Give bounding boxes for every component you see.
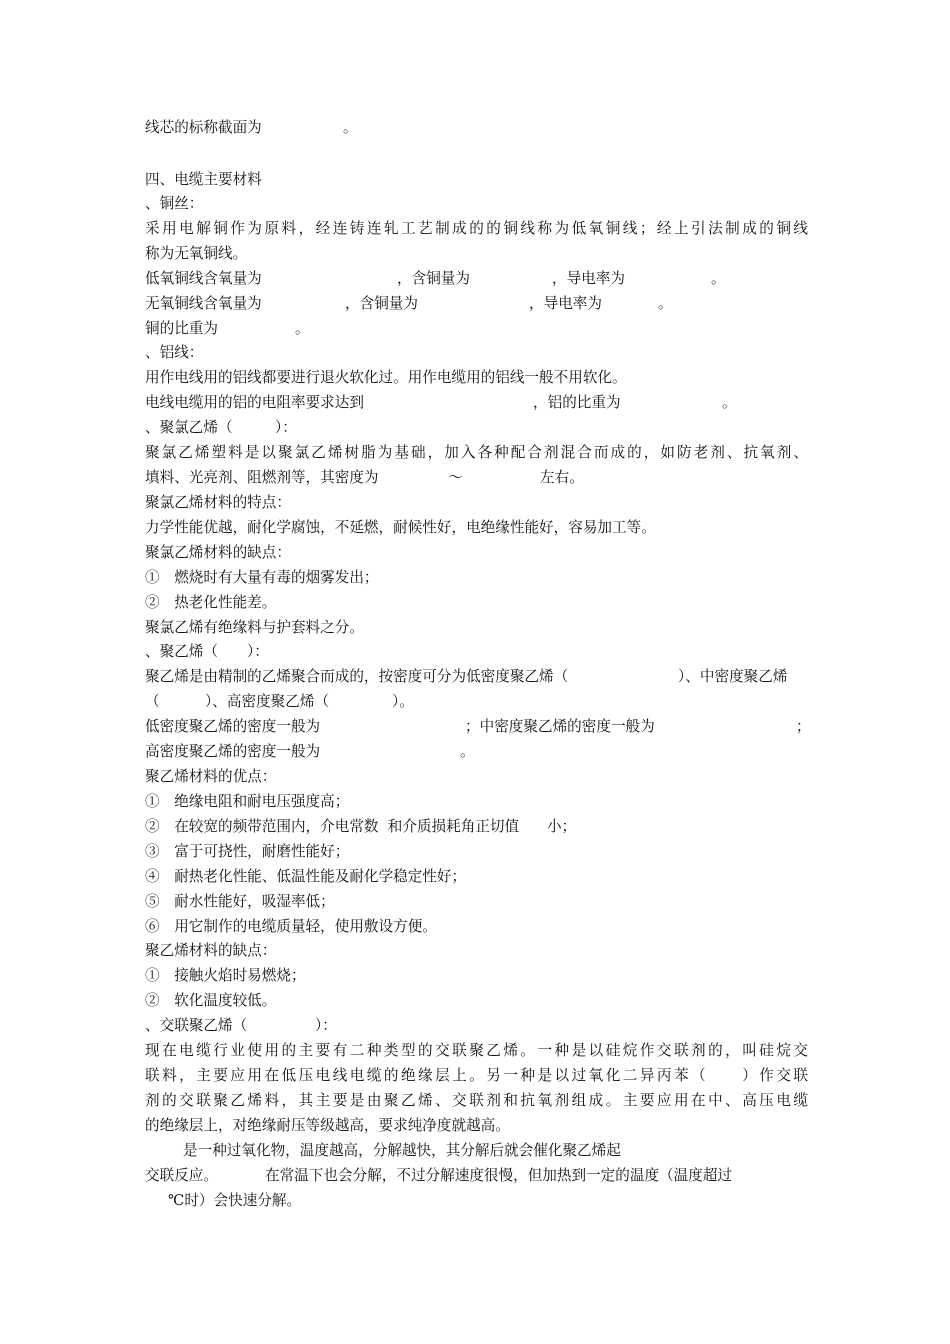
pe-heading: 、聚乙烯（ ）：: [145, 643, 269, 660]
oxygen-free-copper-line: 无氧铜线含氧量为 ，含铜量为 ，导电率为 。: [145, 295, 673, 312]
paragraph-line: 的绝缘层上，对绝缘耐压等级越高，要求纯净度就越高。: [145, 1117, 510, 1134]
list-item: ④ 耐热老化性能、低温性能及耐化学稳定性好；: [145, 868, 467, 885]
list-item: ① 接触火焰时易燃烧；: [145, 967, 306, 984]
paragraph-line: 聚氯乙烯有绝缘料与护套料之分。: [145, 619, 364, 636]
paragraph-line: 剂的交联聚乙烯料，其主要是由聚乙烯、交联剂和抗氧剂组成。主要应用在中、高压电缆: [145, 1092, 808, 1109]
list-item: ② 热老化性能差。: [145, 594, 277, 611]
subheading: 聚乙烯材料的缺点：: [145, 942, 277, 959]
paragraph-line: 称为无氧铜线。: [145, 245, 248, 262]
paragraph-line: 采用电解铜作为原料，经连铸连轧工艺制成的的铜线称为低氧铜线；经上引法制成的铜线: [145, 220, 808, 237]
copper-density-line: 铜的比重为 。: [145, 320, 310, 337]
subheading: 聚乙烯材料的优点：: [145, 768, 277, 785]
pe-density-types-line: （ ）、高密度聚乙烯（ ）。: [145, 693, 414, 710]
section-heading: 四、电缆主要材料: [145, 171, 262, 188]
paragraph-line: 力学性能优越，耐化学腐蚀，不延燃，耐候性好，电绝缘性能好，容易加工等。: [145, 519, 656, 536]
pvc-heading: 、聚氯乙烯（ ）：: [145, 419, 297, 436]
paragraph-line: 现在电缆行业使用的主要有二种类型的交联聚乙烯。一种是以硅烷作交联剂的，叫硅烷交: [145, 1042, 808, 1059]
low-oxygen-copper-line: 低氧铜线含氧量为 ，含铜量为 ，导电率为 。: [145, 270, 726, 287]
paragraph-line: 是一种过氧化物，温度越高，分解越快，其分解后就会催化聚乙烯起: [183, 1142, 621, 1159]
aluminum-resistivity-line: 电线电缆用的铝的电阻率要求达到 ，铝的比重为 。: [145, 394, 737, 411]
list-item: ① 燃烧时有大量有毒的烟雾发出；: [145, 569, 379, 586]
copper-heading: 、铜丝：: [145, 195, 204, 212]
paragraph-line: 交联反应。 在常温下也会分解，不过分解速度很慢，但加热到一定的温度（温度超过: [145, 1167, 733, 1184]
list-item: ③ 富于可挠性，耐磨性能好；: [145, 843, 350, 860]
subheading: 聚氯乙烯材料的特点：: [145, 494, 291, 511]
paragraph-line: 用作电线用的铝线都要进行退火软化过。用作电缆用的铝线一般不用软化。: [145, 369, 627, 386]
list-item: ⑥ 用它制作的电缆质量轻，使用敷设方便。: [145, 918, 437, 935]
list-item: ② 软化温度较低。: [145, 992, 277, 1009]
pe-density-line: 高密度聚乙烯的密度一般为 。: [145, 743, 475, 760]
pe-density-line: 低密度聚乙烯的密度一般为 ；中密度聚乙烯的密度一般为 ；: [145, 718, 811, 735]
intro-line: 线芯的标称截面为 。: [145, 119, 358, 136]
paragraph-line: 聚氯乙烯塑料是以聚氯乙烯树脂为基础，加入各种配合剂混合而成的，如防老剂、抗氧剂、: [145, 444, 808, 461]
paragraph-line: 联料，主要应用在低压电线电缆的绝缘层上。另一种是以过氧化二异丙苯（ ）作交联: [145, 1067, 808, 1084]
pvc-density-line: 填料、光亮剂、阻燃剂等，其密度为 ～ 左右。: [145, 469, 584, 486]
list-item: ② 在较宽的频带范围内，介电常数 和介质损耗角正切值 小；: [145, 818, 577, 835]
subheading: 聚氯乙烯材料的缺点：: [145, 544, 291, 561]
pe-density-types-line: 聚乙烯是由精制的乙烯聚合而成的，按密度可分为低密度聚乙烯（ ）、中密度聚乙烯: [145, 668, 788, 685]
list-item: ① 绝缘电阻和耐电压强度高；: [145, 793, 350, 810]
xlpe-heading: 、交联聚乙烯（ ）：: [145, 1017, 337, 1034]
list-item: ⑤ 耐水性能好，吸湿率低；: [145, 893, 335, 910]
aluminum-heading: 、铝线：: [145, 344, 204, 361]
paragraph-line: ℃时）会快速分解。: [168, 1192, 302, 1209]
